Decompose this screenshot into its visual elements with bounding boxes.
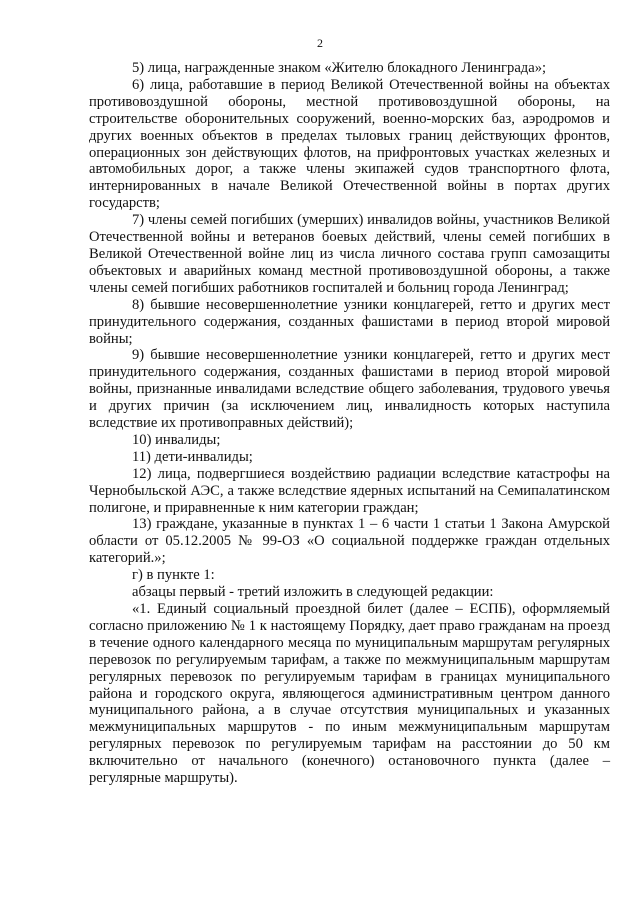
paragraph-item-12: 12) лица, подвергшиеся воздействию радиации вследствие катастрофы на Чернобыльской АЭС, а также вследствие ядерных испытаний на Семипалатинском полигоне, и приравненные к ним категории граждан;	[89, 465, 610, 516]
paragraph-item-6: 6) лица, работавшие в период Великой Отечественной войны на объектах противовоздушной обороны, местной противовоздушной обороны, на строительстве оборонительных сооружений, военно-морских баз, аэродромов и других военных объектов в пределах тыловых границ действующих фронтов, операционных зон действующих флотов, на прифронтовых участках железных и автомобильных дорог, а также члены экипажей судов транспортного флота, интернированных в начале Великой Отечественной войны в портах других государств;	[89, 76, 610, 212]
paragraph-item-9: 9) бывшие несовершеннолетние узники концлагерей, гетто и других мест принудительного содержания, созданных фашистами в период второй мировой войны, признанные инвалидами вследствие общего заболевания, трудового увечья и других причин (за исключением лиц, инвалидность которых наступила вследствие их противоправных действий);	[89, 347, 610, 432]
paragraph-subpoint-g: г) в пункте 1:	[132, 567, 215, 584]
paragraph-item-10: 10) инвалиды;	[132, 431, 221, 448]
paragraph-item-13: 13) граждане, указанные в пунктах 1 – 6 части 1 статьи 1 Закона Амурской области от 05.12.2005 № 99-ОЗ «О социальной поддержке граждан отдельных категорий.»;	[89, 516, 610, 567]
paragraph-item-8: 8) бывшие несовершеннолетние узники концлагерей, гетто и других мест принудительного содержания, созданных фашистами в период второй мировой войны;	[89, 296, 610, 347]
paragraph-amendment-intro: абзацы первый - третий изложить в следующей редакции:	[132, 584, 494, 601]
document-body	[89, 60, 610, 787]
page-number: 2	[317, 36, 323, 50]
paragraph-item-7: 7) члены семей погибших (умерших) инвалидов войны, участников Великой Отечественной войны и ветеранов боевых действий, члены семей погибших в Великой Отечественной войне лиц из числа личного состава групп самозащиты объектовых и аварийных команд местной противовоздушной обороны, а также члены семей погибших работников госпиталей и больниц города Ленинград;	[89, 212, 610, 296]
paragraph-espb-definition: «1. Единый социальный проездной билет (далее – ЕСПБ), оформляемый согласно приложению № 1 к настоящему Порядку, дает право гражданам на проезд в течение одного календарного месяца по муниципальным маршрутам регулярных перевозок по регулируемым тарифам, а также по межмуниципальным маршрутам регулярных перевозок по регулируемым тарифам в границах муниципального района и городского округа, являющегося административным центром данного муниципального района, а в случае отсутствия муниципальных и указанных межмуниципальных маршрутов - по иным межмуниципальным маршрутам регулярных перевозок по регулируемым тарифам на расстоянии до 50 км включительно от начального (конечного) остановочного пункта (далее – регулярные маршруты).	[89, 601, 610, 787]
paragraph-item-11: 11) дети-инвалиды;	[132, 448, 253, 465]
paragraph-item-5: 5) лица, награжденные знаком «Жителю блокадного Ленинграда»;	[132, 60, 547, 76]
